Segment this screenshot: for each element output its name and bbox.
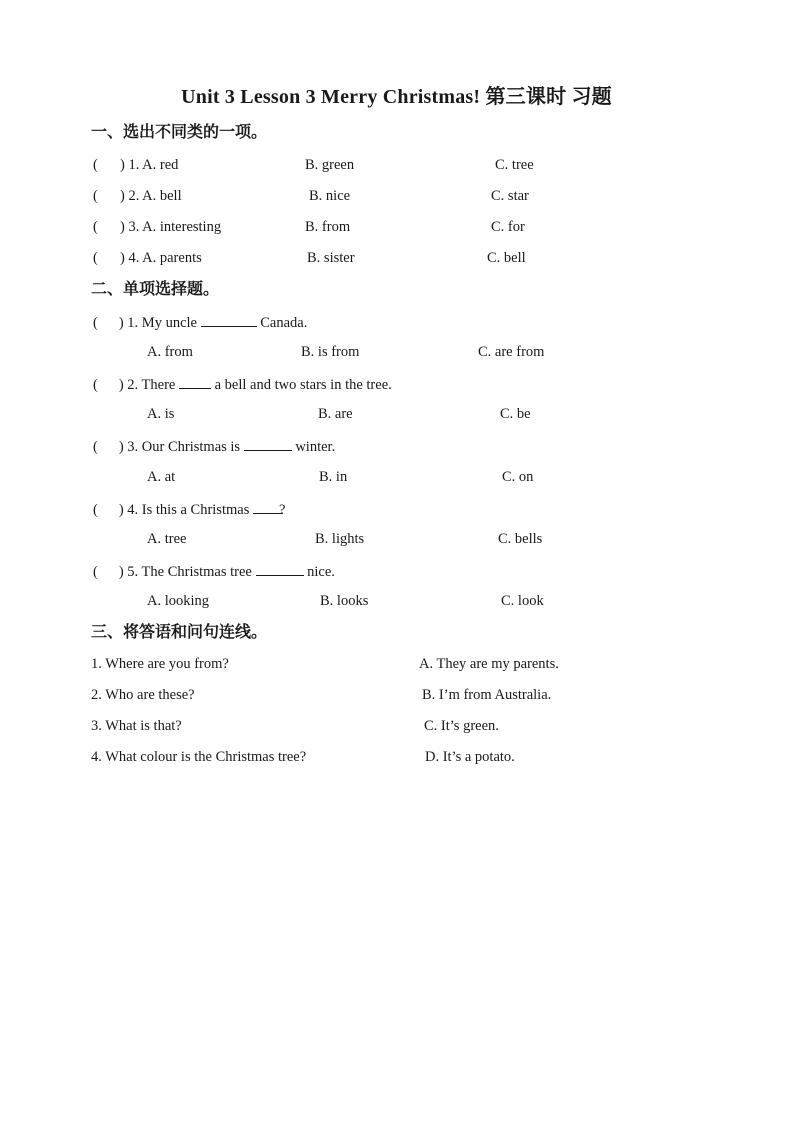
choice-b: B. looks [320, 593, 369, 609]
choice-a: A. from [147, 344, 193, 360]
question-option-b: B. from [305, 219, 351, 235]
question-option-c: C. bell [487, 250, 526, 266]
answer-paren: ( [93, 439, 98, 455]
answer-paren: ( [93, 188, 98, 204]
question-option-a: ) 4. A. parents [120, 250, 202, 266]
question-option-a: ) 3. A. interesting [120, 219, 222, 235]
matching-question: 4. What colour is the Christmas tree? [91, 749, 307, 765]
choice-b: B. are [318, 406, 353, 422]
question-text-before: ) 5. The Christmas tree [118, 564, 252, 580]
question-option-c: C. tree [495, 157, 534, 173]
question-option-a: ) 1. A. red [120, 157, 179, 173]
matching-question: 1. Where are you from? [91, 656, 229, 672]
answer-paren: ( [93, 219, 98, 235]
answer-blank [256, 563, 304, 576]
choice-c: C. are from [478, 344, 545, 360]
choice-a: A. at [147, 469, 176, 485]
section-1-heading: 一、选出不同类的一项。 [91, 124, 268, 141]
choice-c: C. bells [498, 531, 543, 547]
page-title: Unit 3 Lesson 3 Merry Christmas! 第三课时 习题 [181, 86, 612, 108]
choice-c: C. on [502, 469, 534, 485]
choice-c: C. look [501, 593, 544, 609]
question-option-a: ) 2. A. bell [120, 188, 182, 204]
answer-blank [201, 314, 257, 327]
choice-b: B. is from [301, 344, 360, 360]
question-option-c: C. star [491, 188, 529, 204]
choice-c: C. be [500, 406, 531, 422]
question-option-c: C. for [491, 219, 525, 235]
answer-blank [179, 376, 211, 389]
question-text-before: ) 3. Our Christmas is [118, 439, 241, 455]
section-2-heading: 二、单项选择题。 [91, 281, 220, 298]
question-stem [93, 563, 335, 580]
matching-answer: A. They are my parents. [419, 656, 559, 672]
answer-paren: ( [93, 315, 98, 331]
question-stem [93, 438, 335, 455]
choice-a: A. looking [147, 593, 210, 609]
matching-answer: C. It’s green. [424, 718, 499, 734]
question-stem [93, 314, 307, 331]
question-text-after: Canada. [260, 315, 308, 331]
answer-paren: ( [93, 250, 98, 266]
question-text-after: winter. [295, 439, 336, 455]
choice-b: B. in [319, 469, 348, 485]
question-option-b: B. nice [309, 188, 351, 204]
answer-paren: ( [93, 377, 98, 393]
question-text-before: ) 1. My uncle [118, 315, 197, 331]
matching-answer: D. It’s a potato. [425, 749, 515, 765]
question-text-before: ) 4. Is this a Christmas [118, 502, 250, 518]
question-stem [93, 501, 285, 518]
choice-a: A. is [147, 406, 175, 422]
matching-answer: B. I’m from Australia. [422, 687, 552, 703]
section-3-heading: 三、将答语和问句连线。 [91, 624, 268, 641]
question-text-after: nice. [307, 564, 335, 580]
question-text-after: ? [278, 502, 286, 518]
choice-b: B. lights [315, 531, 365, 547]
answer-blank [244, 438, 292, 451]
question-text-after: a bell and two stars in the tree. [214, 377, 392, 393]
answer-paren: ( [93, 502, 98, 518]
question-text-before: ) 2. There [118, 377, 176, 393]
answer-paren: ( [93, 564, 98, 580]
question-option-b: B. green [305, 157, 355, 173]
choice-a: A. tree [147, 531, 187, 547]
question-option-b: B. sister [307, 250, 355, 266]
question-stem [93, 376, 392, 393]
answer-paren: ( [93, 157, 98, 173]
matching-question: 3. What is that? [91, 718, 182, 734]
matching-question: 2. Who are these? [91, 687, 195, 703]
